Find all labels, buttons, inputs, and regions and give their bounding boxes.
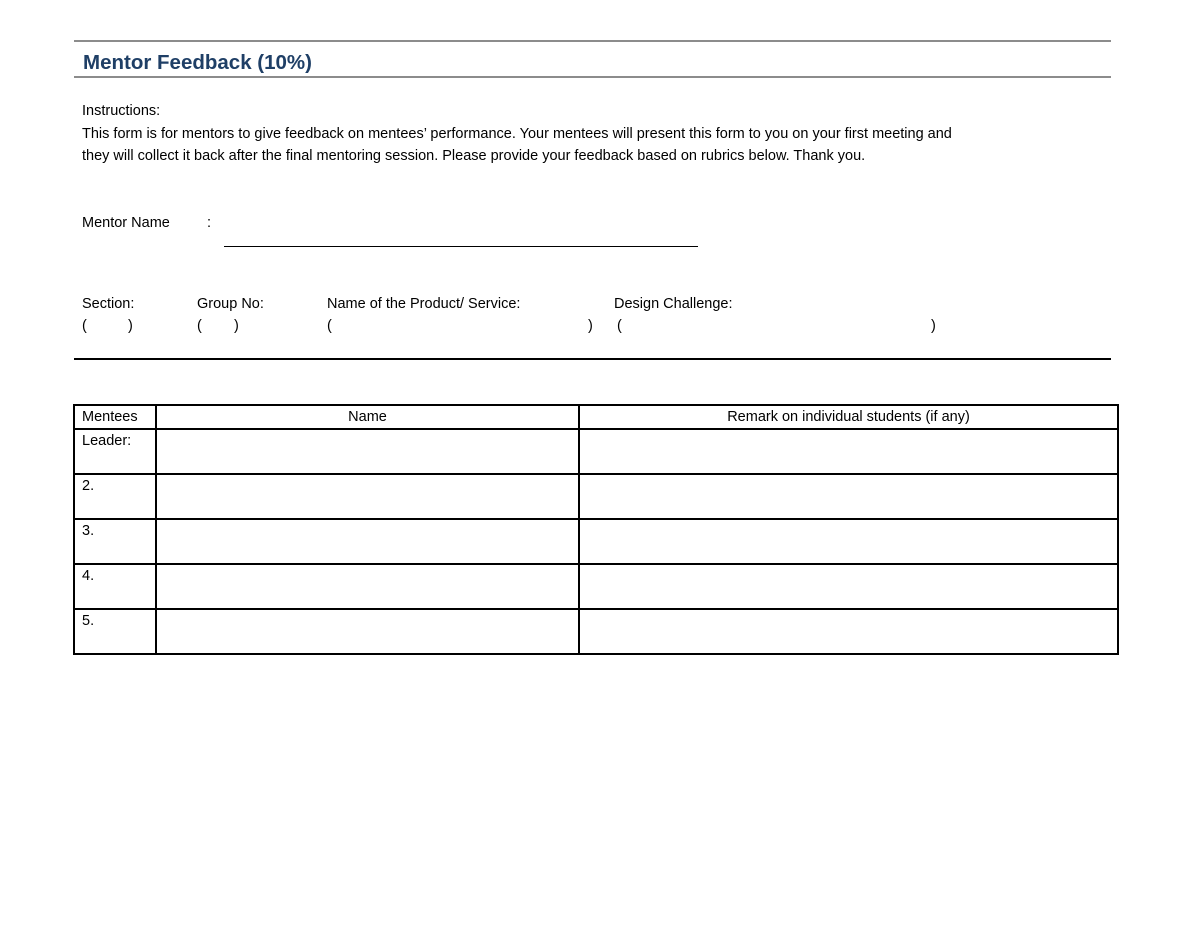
design-challenge-label: Design Challenge:: [614, 296, 733, 312]
instructions-text-line: This form is for mentors to give feedback on mentees’ performance. Your mentees will present this form to you on your first meeting and: [82, 126, 952, 142]
mentee-remark-cell[interactable]: [579, 519, 1118, 564]
mentee-name-cell[interactable]: [156, 474, 579, 519]
table-row: [74, 474, 1118, 519]
design-challenge-open-paren: (: [617, 318, 622, 334]
column-header-mentees: Mentees: [74, 405, 156, 429]
design-challenge-close-paren: ): [931, 318, 936, 334]
table-header-row: [74, 405, 1118, 429]
header-bottom-rule: [74, 76, 1111, 78]
group-no-label: Group No:: [197, 296, 264, 312]
mentee-name-cell[interactable]: [156, 429, 579, 474]
product-service-close-paren: ): [588, 318, 593, 334]
mentee-label-cell: 4.: [74, 564, 156, 609]
section-label: Section:: [82, 296, 135, 312]
group-no-close-paren: ): [234, 318, 239, 334]
mentee-remark-cell[interactable]: [579, 474, 1118, 519]
mentee-remark-cell[interactable]: [579, 429, 1118, 474]
page-title: Mentor Feedback (10%): [83, 51, 312, 74]
section-divider: [74, 358, 1111, 360]
mentee-remark-cell[interactable]: [579, 609, 1118, 654]
table-row: [74, 609, 1118, 654]
mentee-name-cell[interactable]: [156, 609, 579, 654]
table-row: [74, 429, 1118, 474]
instructions-text-line: they will collect it back after the final mentoring session. Please provide your feedback based on rubrics below. Thank you.: [82, 148, 866, 164]
mentee-table: [73, 404, 1119, 655]
mentee-remark-cell[interactable]: [579, 564, 1118, 609]
section-close-paren: ): [128, 318, 133, 334]
mentee-label-cell: 3.: [74, 519, 156, 564]
mentor-name-field[interactable]: [224, 246, 698, 247]
group-no-open-paren: (: [197, 318, 202, 334]
mentor-name-colon: :: [207, 215, 212, 231]
column-header-remark: Remark on individual students (if any): [579, 405, 1118, 429]
table-row: [74, 519, 1118, 564]
product-service-open-paren: (: [327, 318, 332, 334]
table-row: [74, 564, 1118, 609]
mentee-name-cell[interactable]: [156, 519, 579, 564]
mentor-name-label: Mentor Name: [82, 215, 170, 231]
section-open-paren: (: [82, 318, 87, 334]
product-service-label: Name of the Product/ Service:: [327, 296, 521, 312]
mentee-label-cell: 5.: [74, 609, 156, 654]
header-top-rule: [74, 40, 1111, 42]
mentee-label-cell: Leader:: [74, 429, 156, 474]
instructions-label: Instructions:: [82, 103, 161, 119]
column-header-name: Name: [156, 405, 579, 429]
mentee-label-cell: 2.: [74, 474, 156, 519]
mentee-name-cell[interactable]: [156, 564, 579, 609]
